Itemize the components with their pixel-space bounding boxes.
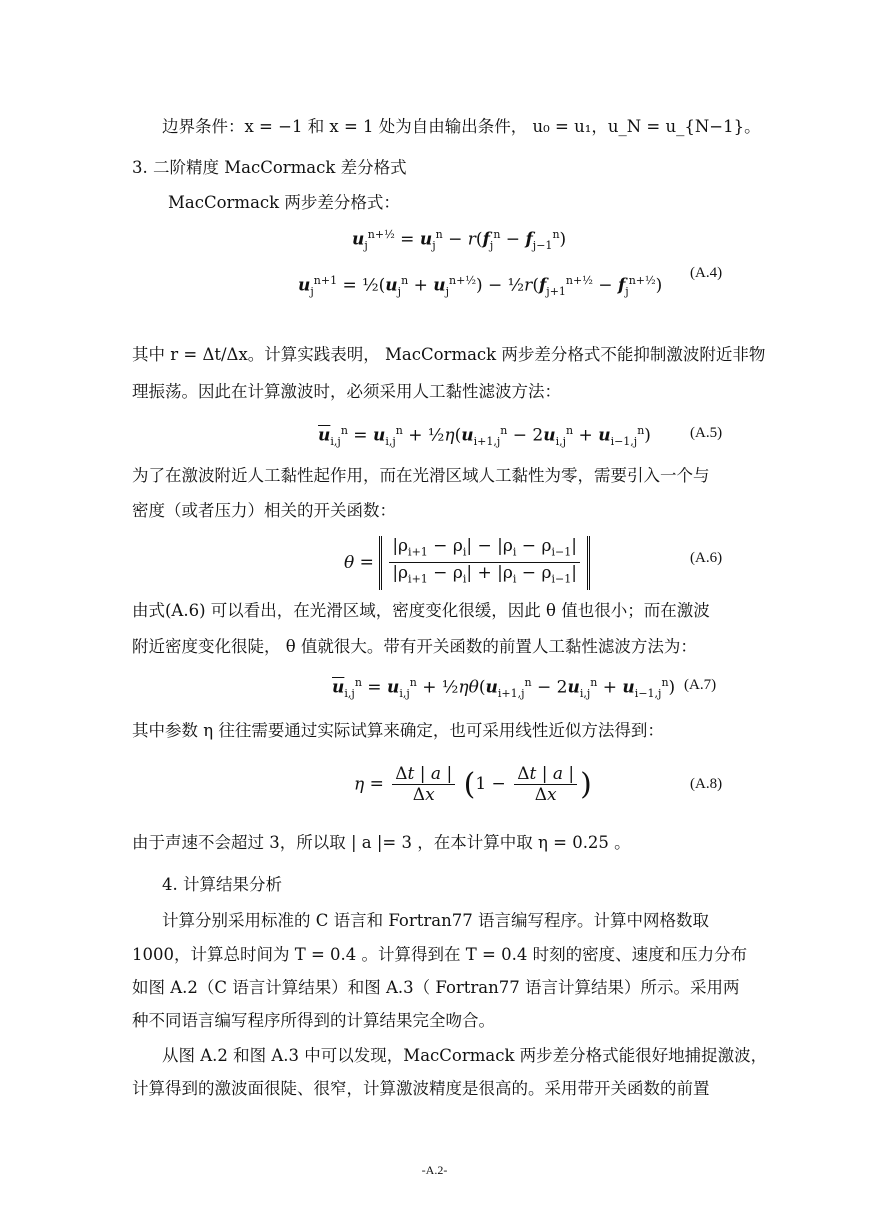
equation-a7: $\overline{u}_{i,j}^n = u_{i,j}^n$ + $\frac{1}{2}\eta\theta(u_{i+1,j}^n - 2u_{i,j}^n + u_{i-1,j}^n)$ <box>332 676 676 701</box>
paragraph-line: 理振荡。因此在计算激波时，必须采用人工黏性滤波方法： <box>132 382 561 401</box>
paragraph-line: 由式(A.6) 可以看出，在光滑区域，密度变化很缓，因此 θ 值也很小；而在激波 <box>132 601 710 620</box>
equation-a5: $\overline{u}_{i,j}^n = u_{i,j}^n$ + $\frac{1}{2}\eta(u_{i+1,j}^n - 2u_{i,j}^n + u_{i-1,j}^n)$ <box>318 424 651 449</box>
paragraph-line: 如图 A.2（C 语言计算结果）和图 A.3（ Fortran77 语言计算结果）所示。采用两 <box>132 978 740 997</box>
page-number: -A.2- <box>421 1163 448 1177</box>
equation-a8: η = $\frac{\Delta t | a |}{\Delta x}$ (1 − $\frac{\Delta t | a |}{\Delta x}$ ) <box>354 764 592 805</box>
equation-number-a8: (A.8) <box>690 776 723 792</box>
equation-number-a5: (A.5) <box>690 425 723 441</box>
paragraph-line: 从图 A.2 和图 A.3 中可以发现，MacCormack 两步差分格式能很好地捕捉激波， <box>162 1046 768 1065</box>
paragraph-line: 计算分别采用标准的 C 语言和 Fortran77 语言编写程序。计算中网格数取 <box>162 911 709 930</box>
equation-a6: θ = $\frac{|\rho_{i+1} - \rho_i| - |\rho_i - \rho_{i-1}|}{|\rho_{i+1} - \rho_i| + |\rho_i - \rho_{i-1}|}$ <box>344 536 590 590</box>
equation-number-a7: (A.7) <box>684 677 717 693</box>
paragraph-line: 其中 r = Δt/Δx。计算实践表明， MacCormack 两步差分格式不能抑制激波附近非物 <box>132 345 766 364</box>
equation-number-a6: (A.6) <box>690 550 723 566</box>
paragraph-line: 其中参数 η 往往需要通过实际试算来确定，也可采用线性近似方法得到： <box>132 721 664 740</box>
equation-a4-line1: $u_j^{n+\frac{1}{2}} = u_j^n - r(f_j^n - f_{j-1}^n)$ <box>352 228 567 253</box>
equation-a4-line2: $u_j^{n+1}$ = $\frac{1}{2}(u_j^n + u_j^{n+\frac{1}{2}})$ − $\frac{1}{2}r(f_{j+1}^{n+\frac{1}{2}} - f_j^{n+\frac{1}{2}})$ <box>298 274 663 299</box>
paragraph-line: 密度（或者压力）相关的开关函数： <box>132 501 396 520</box>
paragraph-line: 由于声速不会超过 3，所以取 | a |= 3 ，在本计算中取 η = 0.25 。 <box>132 833 631 852</box>
boundary-condition-line: 边界条件：x = −1 和 x = 1 处为自由输出条件， u₀ = u₁，u_N = u_{N−1}。 <box>162 117 761 136</box>
equation-number-a4: (A.4) <box>690 265 723 281</box>
maccormack-intro-line: MacCormack 两步差分格式： <box>168 193 400 212</box>
section-heading-4: 4. 计算结果分析 <box>162 875 282 894</box>
paragraph-line: 附近密度变化很陡， θ 值就很大。带有开关函数的前置人工黏性滤波方法为： <box>132 637 697 656</box>
section-heading-3: 3. 二阶精度 MacCormack 差分格式 <box>132 158 407 177</box>
paragraph-line: 为了在激波附近人工黏性起作用，而在光滑区域人工黏性为零，需要引入一个与 <box>132 466 710 485</box>
paragraph-line: 1000，计算总时间为 T = 0.4 。计算得到在 T = 0.4 时刻的密度、速度和压力分布 <box>132 945 748 964</box>
paragraph-line: 种不同语言编写程序所得到的计算结果完全吻合。 <box>132 1011 495 1030</box>
paragraph-line: 计算得到的激波面很陡、很窄，计算激波精度是很高的。采用带开关函数的前置 <box>132 1079 710 1098</box>
